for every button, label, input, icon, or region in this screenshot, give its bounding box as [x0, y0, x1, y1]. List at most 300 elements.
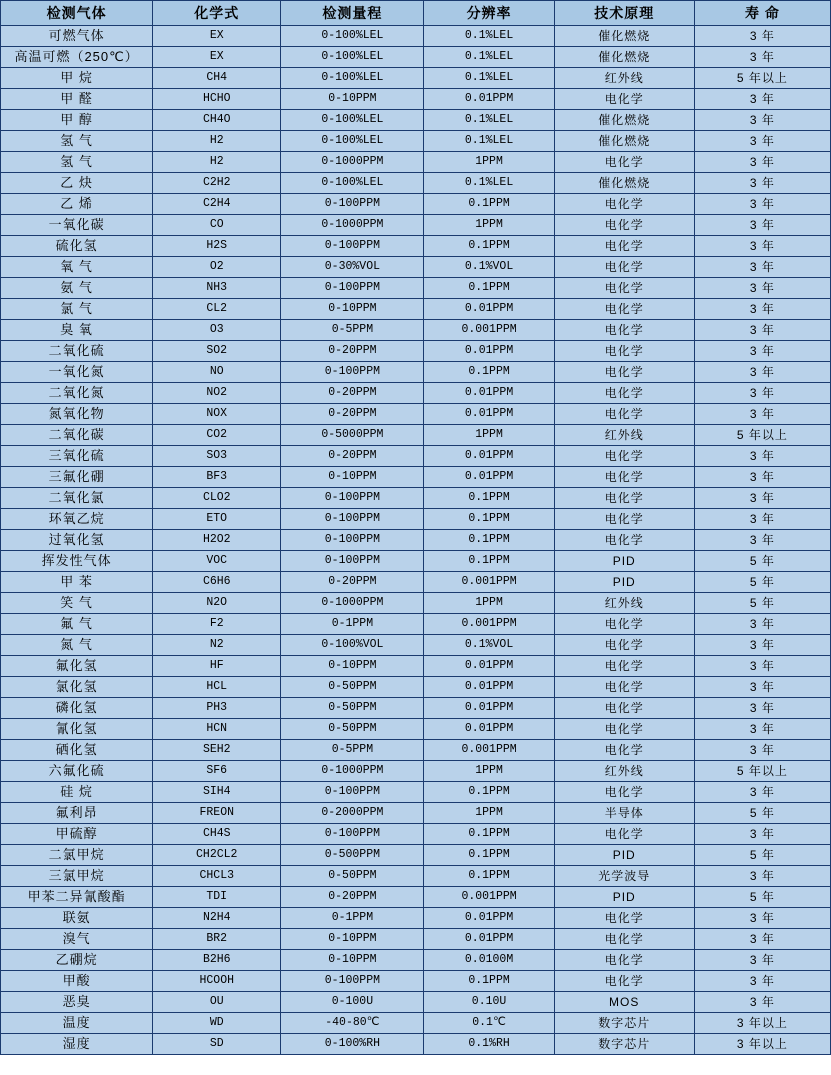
table-row: [1, 257, 831, 278]
cell-gas: 三氧化硫: [1, 446, 153, 467]
cell-resolution: 0.1%LEL: [424, 47, 554, 68]
cell-lifetime: 5 年: [694, 551, 830, 572]
cell-range: 0-100PPM: [281, 971, 424, 992]
cell-formula: O3: [153, 320, 281, 341]
cell-resolution: 0.01PPM: [424, 656, 554, 677]
table-row: [1, 509, 831, 530]
cell-range: 0-50PPM: [281, 677, 424, 698]
cell-resolution: 0.01PPM: [424, 341, 554, 362]
cell-resolution: 0.1PPM: [424, 194, 554, 215]
cell-principle: 电化学: [554, 467, 694, 488]
cell-lifetime: 3 年: [694, 677, 830, 698]
table-row: [1, 761, 831, 782]
cell-range: 0-20PPM: [281, 887, 424, 908]
cell-principle: PID: [554, 551, 694, 572]
cell-principle: 电化学: [554, 257, 694, 278]
cell-formula: SD: [153, 1034, 281, 1055]
cell-gas: 氨 气: [1, 278, 153, 299]
cell-principle: 电化学: [554, 488, 694, 509]
cell-formula: CO2: [153, 425, 281, 446]
cell-lifetime: 5 年以上: [694, 68, 830, 89]
cell-lifetime: 3 年: [694, 614, 830, 635]
cell-lifetime: 5 年: [694, 845, 830, 866]
cell-formula: HCOOH: [153, 971, 281, 992]
cell-principle: 电化学: [554, 824, 694, 845]
cell-lifetime: 3 年: [694, 236, 830, 257]
cell-lifetime: 3 年以上: [694, 1034, 830, 1055]
cell-resolution: 0.01PPM: [424, 404, 554, 425]
cell-resolution: 0.1PPM: [424, 971, 554, 992]
cell-formula: HF: [153, 656, 281, 677]
table-row: [1, 488, 831, 509]
column-header-principle: 技术原理: [554, 1, 694, 26]
cell-gas: 溴气: [1, 929, 153, 950]
cell-lifetime: 3 年: [694, 467, 830, 488]
cell-lifetime: 3 年: [694, 404, 830, 425]
cell-gas: 硅 烷: [1, 782, 153, 803]
cell-lifetime: 3 年: [694, 908, 830, 929]
cell-resolution: 0.001PPM: [424, 320, 554, 341]
cell-principle: 数字芯片: [554, 1034, 694, 1055]
cell-formula: HCN: [153, 719, 281, 740]
cell-principle: 电化学: [554, 614, 694, 635]
table-row: [1, 782, 831, 803]
cell-resolution: 1PPM: [424, 593, 554, 614]
cell-formula: O2: [153, 257, 281, 278]
table-row: [1, 362, 831, 383]
cell-formula: CH2CL2: [153, 845, 281, 866]
cell-principle: 电化学: [554, 530, 694, 551]
cell-range: 0-20PPM: [281, 572, 424, 593]
cell-range: 0-100%LEL: [281, 131, 424, 152]
cell-principle: 催化燃烧: [554, 26, 694, 47]
cell-formula: BR2: [153, 929, 281, 950]
cell-formula: C2H2: [153, 173, 281, 194]
table-row: [1, 719, 831, 740]
column-header-formula: 化学式: [153, 1, 281, 26]
cell-principle: 红外线: [554, 761, 694, 782]
cell-formula: NOX: [153, 404, 281, 425]
cell-formula: SEH2: [153, 740, 281, 761]
cell-resolution: 0.001PPM: [424, 740, 554, 761]
cell-formula: C2H4: [153, 194, 281, 215]
cell-formula: FREON: [153, 803, 281, 824]
cell-resolution: 1PPM: [424, 152, 554, 173]
cell-principle: 电化学: [554, 383, 694, 404]
cell-gas: 氟 气: [1, 614, 153, 635]
table-row: [1, 446, 831, 467]
cell-resolution: 0.1PPM: [424, 236, 554, 257]
cell-formula: CL2: [153, 299, 281, 320]
cell-gas: 一氧化氮: [1, 362, 153, 383]
cell-range: 0-10PPM: [281, 929, 424, 950]
cell-formula: SIH4: [153, 782, 281, 803]
table-row: [1, 908, 831, 929]
cell-resolution: 0.1%LEL: [424, 26, 554, 47]
cell-gas: 氮氧化物: [1, 404, 153, 425]
cell-lifetime: 3 年: [694, 509, 830, 530]
table-row: [1, 551, 831, 572]
cell-resolution: 0.1PPM: [424, 824, 554, 845]
table-row: [1, 866, 831, 887]
cell-range: 0-100PPM: [281, 488, 424, 509]
cell-range: 0-100%VOL: [281, 635, 424, 656]
table-row: [1, 1034, 831, 1055]
cell-range: 0-10PPM: [281, 467, 424, 488]
cell-range: 0-1000PPM: [281, 761, 424, 782]
cell-lifetime: 3 年: [694, 446, 830, 467]
cell-principle: 红外线: [554, 593, 694, 614]
cell-range: 0-100PPM: [281, 551, 424, 572]
cell-principle: 电化学: [554, 215, 694, 236]
cell-gas: 氯 气: [1, 299, 153, 320]
cell-resolution: 0.01PPM: [424, 677, 554, 698]
cell-range: 0-2000PPM: [281, 803, 424, 824]
cell-formula: HCL: [153, 677, 281, 698]
cell-resolution: 0.1PPM: [424, 530, 554, 551]
cell-resolution: 0.001PPM: [424, 887, 554, 908]
cell-formula: C6H6: [153, 572, 281, 593]
cell-principle: 光学波导: [554, 866, 694, 887]
cell-range: 0-100PPM: [281, 362, 424, 383]
cell-range: 0-30%VOL: [281, 257, 424, 278]
column-header-gas: 检测气体: [1, 1, 153, 26]
cell-gas: 三氟化硼: [1, 467, 153, 488]
cell-formula: N2O: [153, 593, 281, 614]
cell-range: 0-1PPM: [281, 908, 424, 929]
cell-principle: 红外线: [554, 425, 694, 446]
cell-range: 0-5000PPM: [281, 425, 424, 446]
table-row: [1, 992, 831, 1013]
cell-resolution: 0.01PPM: [424, 719, 554, 740]
cell-resolution: 0.01PPM: [424, 89, 554, 110]
cell-resolution: 0.1%LEL: [424, 131, 554, 152]
cell-principle: 电化学: [554, 446, 694, 467]
cell-principle: 电化学: [554, 89, 694, 110]
cell-range: 0-20PPM: [281, 341, 424, 362]
cell-formula: CLO2: [153, 488, 281, 509]
cell-resolution: 1PPM: [424, 215, 554, 236]
cell-range: 0-100PPM: [281, 530, 424, 551]
cell-resolution: 0.1PPM: [424, 845, 554, 866]
table-row: [1, 89, 831, 110]
cell-principle: 催化燃烧: [554, 131, 694, 152]
cell-principle: 电化学: [554, 908, 694, 929]
table-row: [1, 236, 831, 257]
cell-formula: F2: [153, 614, 281, 635]
cell-range: 0-5PPM: [281, 320, 424, 341]
cell-resolution: 0.10U: [424, 992, 554, 1013]
cell-formula: EX: [153, 26, 281, 47]
cell-resolution: 0.01PPM: [424, 383, 554, 404]
cell-gas: 三氯甲烷: [1, 866, 153, 887]
table-row: [1, 803, 831, 824]
cell-range: 0-100%LEL: [281, 68, 424, 89]
cell-resolution: 0.1PPM: [424, 488, 554, 509]
cell-gas: 硫化氢: [1, 236, 153, 257]
cell-resolution: 1PPM: [424, 803, 554, 824]
cell-formula: WD: [153, 1013, 281, 1034]
cell-gas: 二氯甲烷: [1, 845, 153, 866]
cell-lifetime: 5 年: [694, 887, 830, 908]
cell-principle: 电化学: [554, 509, 694, 530]
cell-gas: 氰化氢: [1, 719, 153, 740]
cell-principle: 电化学: [554, 950, 694, 971]
table-header: [1, 1, 831, 26]
cell-gas: 恶臭: [1, 992, 153, 1013]
column-header-lifetime: 寿 命: [694, 1, 830, 26]
cell-formula: CH4O: [153, 110, 281, 131]
cell-lifetime: 3 年: [694, 215, 830, 236]
cell-formula: BF3: [153, 467, 281, 488]
cell-lifetime: 3 年: [694, 824, 830, 845]
cell-lifetime: 3 年: [694, 173, 830, 194]
cell-range: 0-100PPM: [281, 194, 424, 215]
table-row: [1, 887, 831, 908]
cell-lifetime: 3 年: [694, 110, 830, 131]
cell-formula: NH3: [153, 278, 281, 299]
table-row: [1, 404, 831, 425]
cell-lifetime: 3 年: [694, 257, 830, 278]
cell-formula: TDI: [153, 887, 281, 908]
cell-resolution: 0.1%VOL: [424, 257, 554, 278]
cell-formula: CH4: [153, 68, 281, 89]
cell-lifetime: 3 年: [694, 866, 830, 887]
table-row: [1, 614, 831, 635]
cell-resolution: 0.01PPM: [424, 299, 554, 320]
cell-range: 0-100%LEL: [281, 110, 424, 131]
table-row: [1, 68, 831, 89]
cell-resolution: 0.1PPM: [424, 551, 554, 572]
cell-gas: 一氧化碳: [1, 215, 153, 236]
cell-lifetime: 3 年以上: [694, 1013, 830, 1034]
cell-gas: 乙硼烷: [1, 950, 153, 971]
cell-formula: EX: [153, 47, 281, 68]
table-row: [1, 278, 831, 299]
cell-resolution: 0.1PPM: [424, 362, 554, 383]
cell-principle: 电化学: [554, 929, 694, 950]
cell-gas: 甲 醇: [1, 110, 153, 131]
cell-gas: 甲 苯: [1, 572, 153, 593]
cell-principle: PID: [554, 845, 694, 866]
cell-formula: NO: [153, 362, 281, 383]
cell-gas: 硒化氢: [1, 740, 153, 761]
table-row: [1, 1013, 831, 1034]
table-row: [1, 572, 831, 593]
cell-formula: H2S: [153, 236, 281, 257]
table-row: [1, 950, 831, 971]
cell-principle: 数字芯片: [554, 1013, 694, 1034]
cell-resolution: 0.01PPM: [424, 467, 554, 488]
cell-lifetime: 5 年: [694, 803, 830, 824]
cell-formula: H2: [153, 131, 281, 152]
table-row: [1, 215, 831, 236]
cell-range: 0-100U: [281, 992, 424, 1013]
cell-range: 0-50PPM: [281, 698, 424, 719]
table-row: [1, 656, 831, 677]
cell-gas: 联氨: [1, 908, 153, 929]
cell-gas: 笑 气: [1, 593, 153, 614]
table-row: [1, 425, 831, 446]
cell-resolution: 0.0100M: [424, 950, 554, 971]
cell-resolution: 0.1PPM: [424, 866, 554, 887]
cell-gas: 二氧化氮: [1, 383, 153, 404]
cell-formula: SO3: [153, 446, 281, 467]
table-row: [1, 677, 831, 698]
cell-principle: 催化燃烧: [554, 173, 694, 194]
cell-lifetime: 3 年: [694, 299, 830, 320]
cell-resolution: 0.1%LEL: [424, 173, 554, 194]
cell-formula: HCHO: [153, 89, 281, 110]
cell-gas: 温度: [1, 1013, 153, 1034]
cell-lifetime: 5 年以上: [694, 425, 830, 446]
cell-gas: 氢 气: [1, 131, 153, 152]
cell-lifetime: 3 年: [694, 488, 830, 509]
cell-range: 0-500PPM: [281, 845, 424, 866]
cell-range: 0-100PPM: [281, 824, 424, 845]
table-row: [1, 110, 831, 131]
cell-lifetime: 3 年: [694, 950, 830, 971]
cell-principle: 电化学: [554, 320, 694, 341]
cell-formula: B2H6: [153, 950, 281, 971]
cell-lifetime: 5 年以上: [694, 761, 830, 782]
cell-resolution: 1PPM: [424, 761, 554, 782]
cell-principle: MOS: [554, 992, 694, 1013]
table-row: [1, 383, 831, 404]
cell-resolution: 0.1%LEL: [424, 68, 554, 89]
cell-gas: 挥发性气体: [1, 551, 153, 572]
table-row: [1, 320, 831, 341]
cell-principle: 电化学: [554, 677, 694, 698]
cell-formula: N2: [153, 635, 281, 656]
cell-lifetime: 3 年: [694, 971, 830, 992]
table-header-row: [1, 1, 831, 26]
cell-resolution: 0.1PPM: [424, 278, 554, 299]
cell-lifetime: 3 年: [694, 362, 830, 383]
cell-gas: 臭 氧: [1, 320, 153, 341]
cell-range: 0-100%LEL: [281, 26, 424, 47]
cell-lifetime: 3 年: [694, 719, 830, 740]
cell-resolution: 1PPM: [424, 425, 554, 446]
cell-gas: 二氧化碳: [1, 425, 153, 446]
cell-lifetime: 3 年: [694, 89, 830, 110]
cell-resolution: 0.1PPM: [424, 509, 554, 530]
cell-formula: N2H4: [153, 908, 281, 929]
cell-range: 0-100PPM: [281, 509, 424, 530]
cell-principle: 电化学: [554, 782, 694, 803]
cell-gas: 湿度: [1, 1034, 153, 1055]
table-row: [1, 635, 831, 656]
table-row: [1, 131, 831, 152]
cell-principle: 电化学: [554, 698, 694, 719]
cell-lifetime: 3 年: [694, 740, 830, 761]
cell-formula: PH3: [153, 698, 281, 719]
cell-resolution: 0.01PPM: [424, 446, 554, 467]
cell-principle: 电化学: [554, 656, 694, 677]
cell-lifetime: 3 年: [694, 47, 830, 68]
cell-resolution: 0.1%RH: [424, 1034, 554, 1055]
cell-gas: 甲 醛: [1, 89, 153, 110]
table-row: [1, 467, 831, 488]
cell-lifetime: 3 年: [694, 656, 830, 677]
cell-range: 0-1PPM: [281, 614, 424, 635]
cell-resolution: 0.01PPM: [424, 929, 554, 950]
cell-formula: SF6: [153, 761, 281, 782]
cell-gas: 高温可燃（250℃）: [1, 47, 153, 68]
cell-gas: 甲硫醇: [1, 824, 153, 845]
cell-gas: 可燃气体: [1, 26, 153, 47]
cell-formula: VOC: [153, 551, 281, 572]
cell-gas: 二氧化氯: [1, 488, 153, 509]
column-header-range: 检测量程: [281, 1, 424, 26]
cell-formula: SO2: [153, 341, 281, 362]
table-row: [1, 530, 831, 551]
cell-range: 0-100%RH: [281, 1034, 424, 1055]
cell-lifetime: 3 年: [694, 152, 830, 173]
cell-range: 0-100%LEL: [281, 47, 424, 68]
table-row: [1, 929, 831, 950]
table-row: [1, 299, 831, 320]
cell-formula: CH4S: [153, 824, 281, 845]
cell-range: 0-100PPM: [281, 782, 424, 803]
cell-principle: 红外线: [554, 68, 694, 89]
cell-gas: 氧 气: [1, 257, 153, 278]
cell-lifetime: 5 年: [694, 572, 830, 593]
cell-principle: 电化学: [554, 404, 694, 425]
cell-resolution: 0.1%LEL: [424, 110, 554, 131]
table-row: [1, 740, 831, 761]
table-row: [1, 341, 831, 362]
cell-gas: 氢 气: [1, 152, 153, 173]
cell-formula: OU: [153, 992, 281, 1013]
cell-principle: PID: [554, 887, 694, 908]
cell-gas: 氟利昂: [1, 803, 153, 824]
cell-principle: 电化学: [554, 719, 694, 740]
cell-lifetime: 3 年: [694, 383, 830, 404]
cell-range: 0-100%LEL: [281, 173, 424, 194]
cell-formula: H2: [153, 152, 281, 173]
table-row: [1, 698, 831, 719]
cell-gas: 甲 烷: [1, 68, 153, 89]
cell-range: 0-1000PPM: [281, 152, 424, 173]
cell-principle: 电化学: [554, 362, 694, 383]
cell-formula: NO2: [153, 383, 281, 404]
cell-gas: 乙 炔: [1, 173, 153, 194]
cell-range: 0-100PPM: [281, 236, 424, 257]
cell-formula: CO: [153, 215, 281, 236]
cell-lifetime: 3 年: [694, 698, 830, 719]
cell-range: 0-50PPM: [281, 719, 424, 740]
cell-gas: 环氧乙烷: [1, 509, 153, 530]
cell-resolution: 0.1℃: [424, 1013, 554, 1034]
cell-principle: 电化学: [554, 740, 694, 761]
cell-resolution: 0.1%VOL: [424, 635, 554, 656]
cell-range: 0-5PPM: [281, 740, 424, 761]
cell-lifetime: 3 年: [694, 635, 830, 656]
table-row: [1, 47, 831, 68]
cell-lifetime: 3 年: [694, 530, 830, 551]
cell-resolution: 0.01PPM: [424, 908, 554, 929]
table-row: [1, 173, 831, 194]
column-header-resolution: 分辨率: [424, 1, 554, 26]
cell-lifetime: 3 年: [694, 131, 830, 152]
cell-range: 0-1000PPM: [281, 215, 424, 236]
cell-principle: 催化燃烧: [554, 110, 694, 131]
cell-range: 0-10PPM: [281, 656, 424, 677]
cell-principle: 电化学: [554, 341, 694, 362]
cell-gas: 磷化氢: [1, 698, 153, 719]
cell-principle: 电化学: [554, 299, 694, 320]
